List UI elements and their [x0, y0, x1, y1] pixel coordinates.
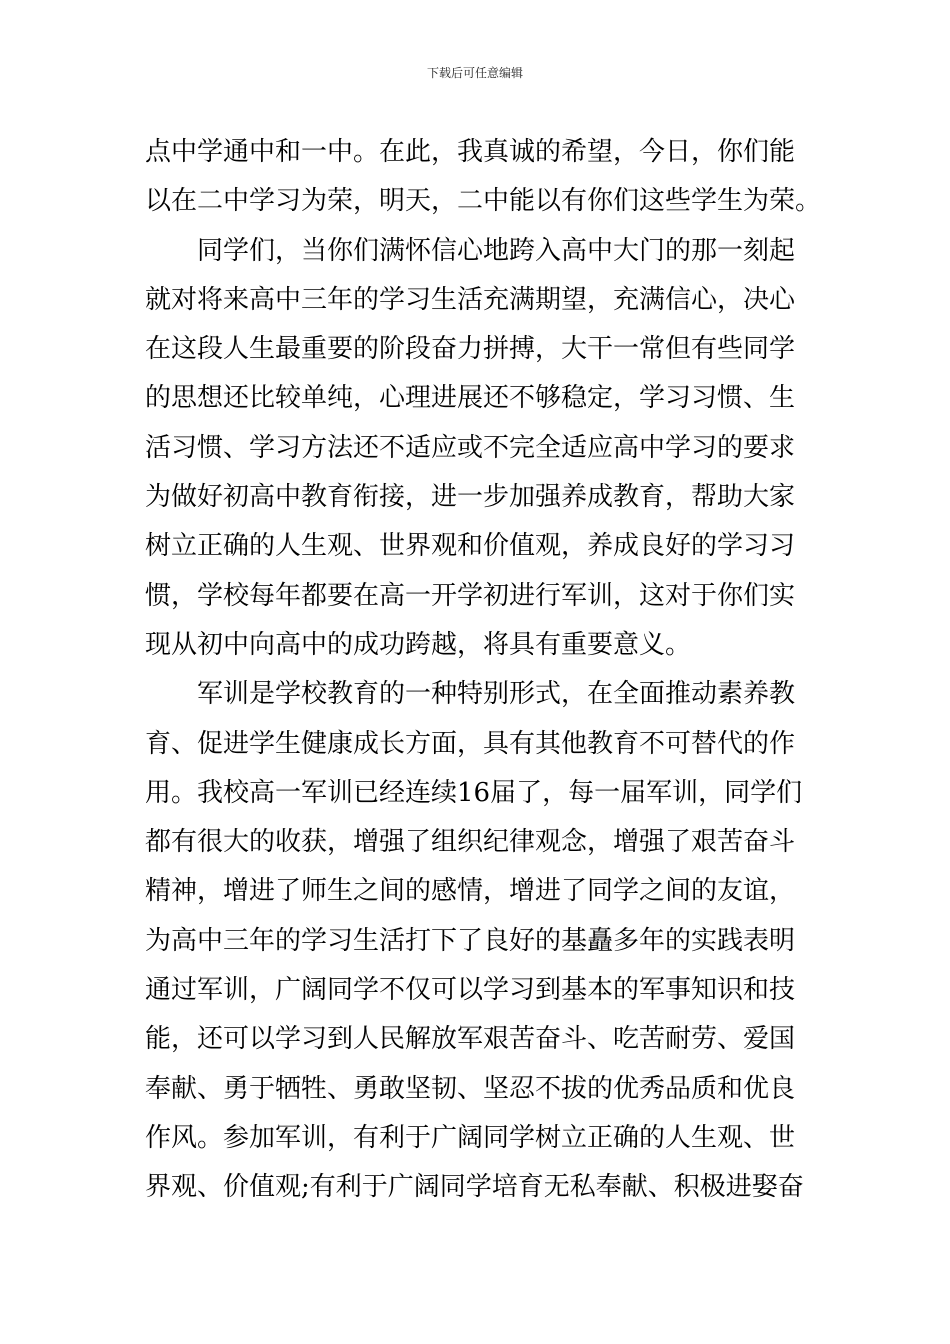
text-line: 界观、价值观;有利于广阔同学培育无私奉献、积极进娶奋: [145, 1172, 804, 1203]
text-line: 育、促进学生健康成长方面，具有其他教育不可替代的作: [145, 728, 796, 759]
text-line: 点中学通中和一中。在此，我真诚的希望，今日，你们能: [145, 137, 796, 167]
text-line: 为做好初高中教育衔接，进一步加强养成教育，帮助大家: [145, 482, 796, 513]
paragraph-first-line: 同学们，当你们满怀信心地跨入高中大门的那一刻起: [197, 235, 796, 266]
text-line: 奉献、勇于牺牲、勇敢坚韧、坚忍不拔的优秀品质和优良: [145, 1073, 796, 1104]
text-line: 活习惯、学习方法还不适应或不完全适应高中学习的要求: [145, 432, 796, 463]
text-line: 作风。参加军训，有利于广阔同学树立正确的人生观、世: [145, 1122, 796, 1153]
text-line: 的思想还比较单纯，心理进展还不够稳定，学习习惯、生: [145, 383, 796, 414]
text-line: 以在二中学习为荣，明天，二中能以有你们这些学生为荣。: [145, 186, 822, 217]
text-line: 在这段人生最重要的阶段奋力拼搏，大干一常但有些同学: [145, 334, 796, 365]
text-line: 为高中三年的学习生活打下了良好的基矗多年的实践表明: [145, 925, 796, 956]
page-header: 下载后可任意编辑: [426, 66, 523, 80]
document-body: [145, 128, 822, 1213]
text-line: 就对将来高中三年的学习生活充满期望，充满信心，决心: [145, 284, 796, 315]
text-line: 惯，学校每年都要在高一开学初进行军训，这对于你们实: [145, 580, 796, 611]
text-line: 现从初中向高中的成功跨越，将具有重要意义。: [145, 629, 692, 660]
text-line: 通过军训，广阔同学不仅可以学习到基本的军事知识和技: [145, 975, 796, 1006]
text-line: 能，还可以学习到人民解放军艰苦奋斗、吃苦耐劳、爱国: [145, 1024, 796, 1055]
paragraph-first-line: 军训是学校教育的一种特别形式，在全面推动素养教: [197, 679, 796, 710]
text-line: 精神，增进了师生之间的感情，增进了同学之间的友谊，: [145, 876, 796, 907]
text-line: 用。我校高一军训已经连续16届了，每一届军训，同学们: [145, 777, 803, 808]
text-line: 都有很大的收获，增强了组织纪律观念，增强了艰苦奋斗: [145, 827, 796, 858]
text-line: 树立正确的人生观、世界观和价值观，养成良好的学习习: [145, 531, 796, 562]
